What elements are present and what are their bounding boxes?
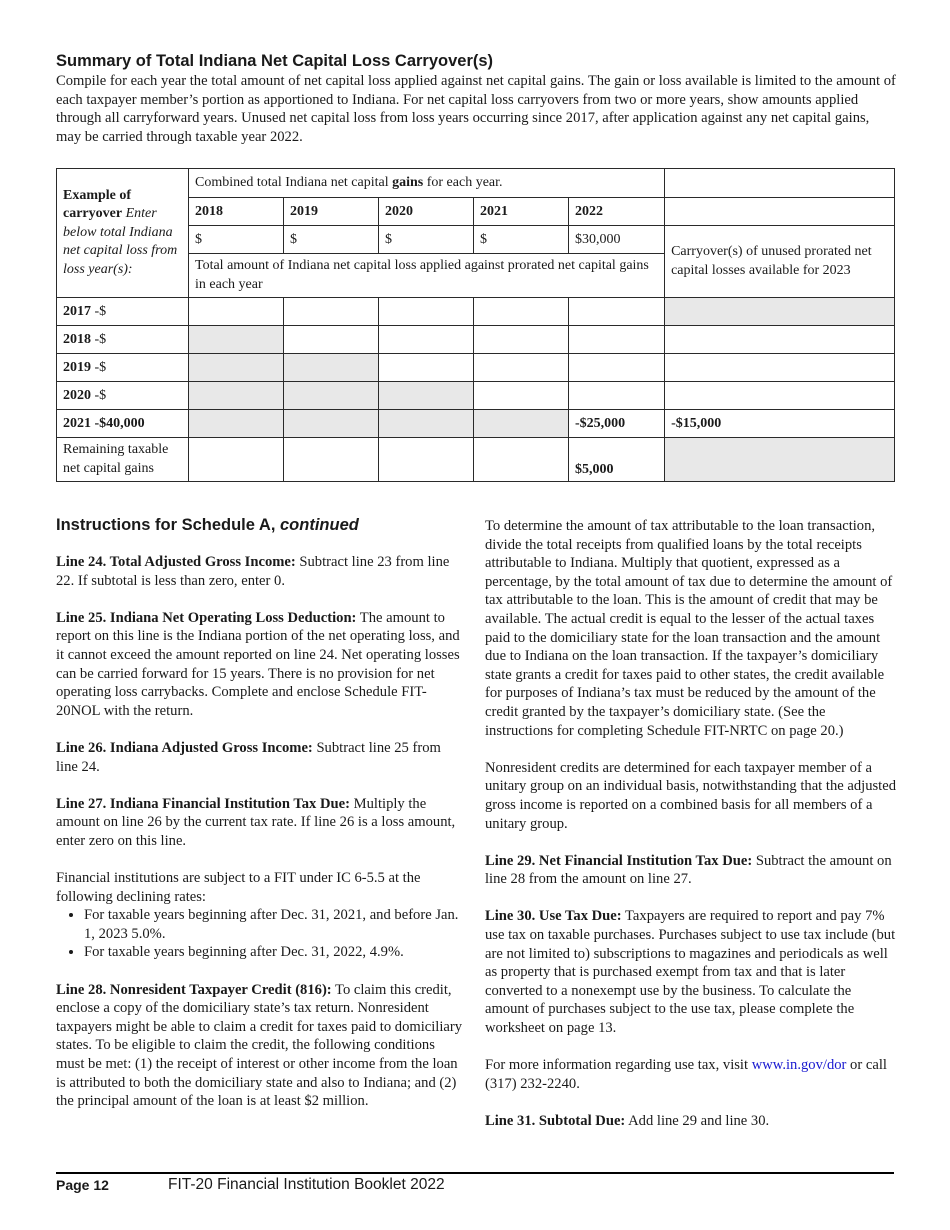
remaining-cell: $5,000 — [569, 438, 665, 482]
applied-cell — [569, 354, 665, 382]
line30-paragraph: Line 30. Use Tax Due: Taxpayers are required to report and pay 7% use tax on taxable purchases. Purchases subject to use tax include (but are not limited to) subscriptions to magazines and periodicals as well as property that is purchased exempt from tax and that is later converted to a nonexempt use by the business. To calculate the amount of purchases subject to the use tax, please complete the worksheet on page 13. — [485, 908, 896, 1037]
applied-cell — [569, 326, 665, 354]
more-info-paragraph: For more information regarding use tax, visit www.in.gov/dor or call (317) 232-2240. — [485, 1057, 887, 1092]
line24-paragraph: Line 24. Total Adjusted Gross Income: Subtract line 23 from line 22. If subtotal is less than zero, enter 0. — [56, 554, 450, 589]
applied-cell — [189, 382, 284, 410]
remaining-label: Remaining taxable net capital gains — [57, 438, 189, 482]
applied-cell — [284, 298, 379, 326]
table-row — [57, 438, 895, 482]
remaining-carryover-cell — [665, 438, 895, 482]
loss-year-cell: 2021 -$40,000 — [57, 410, 189, 438]
applied-cell — [284, 410, 379, 438]
remaining-cell — [189, 438, 284, 482]
instructions-title: Instructions for Schedule A, continued — [56, 516, 359, 534]
year-header: 2021 — [474, 198, 569, 226]
applied-cell — [474, 382, 569, 410]
year-header: 2020 — [379, 198, 474, 226]
dor-website-link[interactable]: www.in.gov/dor — [751, 1057, 847, 1074]
footer-page-number: Page 12 — [56, 1177, 109, 1193]
nonresident-paragraph: Nonresident credits are determined for each taxpayer member of a unitary group on an individual basis, notwithstanding that the adjusted gross income is reported on a combined basis for all members of a unitary group. — [485, 759, 896, 832]
carryover-header: Carryover(s) of unused prorated net capital losses available for 2023 — [665, 226, 895, 298]
year-header: 2019 — [284, 198, 379, 226]
list-item: • For taxable years beginning after Dec. 31, 2022, 4.9%. — [84, 943, 466, 962]
applied-cell — [284, 326, 379, 354]
loss-year-cell: 2017 -$ — [57, 298, 189, 326]
carryover-cell — [665, 326, 895, 354]
applied-cell — [189, 354, 284, 382]
applied-cell — [284, 354, 379, 382]
table-row — [57, 298, 895, 326]
applied-header: Total amount of Indiana net capital loss applied against prorated net capital gains in each year — [189, 254, 665, 298]
line28-paragraph: Line 28. Nonresident Taxpayer Credit (816): To claim this credit, enclose a copy of the domiciliary state’s tax return. Nonresident taxpayers might be able to claim a credit for taxes paid to domiciliary states. To be eligible to claim the credit, the following conditions must be met: (1) the receipt of interest or other income from the loan is attributed to both the domiciliary state and also to Indiana; and (2) the principal amount of the loan is at least $2 million. — [56, 981, 463, 1110]
table-row — [57, 410, 895, 438]
table-row — [57, 382, 895, 410]
example-instruction: Enter below total Indiana net capital loss from loss year(s): — [63, 206, 178, 277]
blank-header-cell — [665, 198, 895, 226]
applied-cell: -$25,000 — [569, 410, 665, 438]
applied-cell — [189, 326, 284, 354]
applied-cell — [379, 382, 474, 410]
rates-intro: Financial institutions are subject to a FIT under IC 6-5.5 at the following declining rates: — [56, 870, 421, 905]
applied-cell — [569, 382, 665, 410]
applied-cell — [474, 298, 569, 326]
gain-cell: $ — [284, 226, 379, 254]
summary-title: Summary of Total Indiana Net Capital Loss Carryover(s) — [56, 52, 494, 70]
line26-paragraph: Line 26. Indiana Adjusted Gross Income: Subtract line 25 from line 24. — [56, 739, 441, 775]
example-label: Example of carryover — [63, 187, 132, 222]
carryover-table — [56, 168, 895, 482]
line25-paragraph: Line 25. Indiana Net Operating Loss Deduction: The amount to report on this line is the Indiana portion of the net operating loss, and it cannot exceed the amount reported on line 24. Net operating losses can be carried forward for 15 years. There is no provision for net operating loss carrybacks. Complete and enclose Schedule FIT-20NOL with the return. — [56, 609, 460, 719]
gain-cell: $ — [189, 226, 284, 254]
applied-cell — [474, 326, 569, 354]
loan-paragraph: To determine the amount of tax attributable to the loan transaction, divide the total receipts from qualified loans by the total receipts attributable to Indiana. Multiply that quotient, expressed as a percentage, by the total amount of tax due to determine the amount of tax attributable to the loan. This is the amount of credit that may be available. The actual credit is equal to the lesser of the actual taxes paid to the domiciliary state for the loan transaction and the amount due to Indiana on the loan transaction. If the taxpayer’s domiciliary state grants a credit for taxes paid to other states, the credit available for purposes of Indiana’s tax must be reduced by the amount of the credit granted by the taxpayer’s domiciliary state. (See the instructions for completing Schedule FIT-NRTC on page 20.) — [485, 518, 893, 739]
year-header: 2022 — [569, 198, 665, 226]
line29-paragraph: Line 29. Net Financial Institution Tax Due: Subtract the amount on line 28 from the amount on line 27. — [485, 852, 892, 888]
year-header: 2018 — [189, 198, 284, 226]
instructions-left-column — [56, 516, 466, 1129]
remaining-cell — [474, 438, 569, 482]
applied-cell — [569, 298, 665, 326]
rates-list — [56, 906, 466, 962]
footer-rule — [56, 1172, 894, 1174]
applied-cell — [379, 354, 474, 382]
line31-paragraph: Line 31. Subtotal Due: Add line 29 and line 30. — [485, 1113, 770, 1129]
footer-booklet-title: FIT-20 Financial Institution Booklet 2022 — [168, 1176, 445, 1193]
remaining-cell — [284, 438, 379, 482]
carryover-cell — [665, 298, 895, 326]
example-cell — [57, 169, 189, 298]
applied-cell — [189, 410, 284, 438]
carryover-cell: -$15,000 — [665, 410, 895, 438]
applied-cell — [379, 298, 474, 326]
applied-cell — [379, 410, 474, 438]
summary-intro: Compile for each year the total amount of net capital loss applied against net capital gains. The gain or loss available is limited to the amount of each taxpayer member’s portion as apportioned to Indiana. For net capital loss carryovers from two or more years, show amounts applied through all carryforward years. Unused net capital loss from loss years occurring since 2017, after application against any net capital gains, may be carried through taxable year 2022. — [56, 73, 896, 145]
blank-header-cell — [665, 169, 895, 198]
gain-cell: $ — [379, 226, 474, 254]
remaining-cell — [379, 438, 474, 482]
loss-year-cell: 2018 -$ — [57, 326, 189, 354]
carryover-cell — [665, 354, 895, 382]
table-row — [57, 326, 895, 354]
gains-header: Combined total Indiana net capital gains for each year. — [189, 169, 665, 198]
gain-cell: $ — [474, 226, 569, 254]
instructions-right-column — [485, 517, 897, 1149]
gain-cell: $30,000 — [569, 226, 665, 254]
applied-cell — [474, 354, 569, 382]
loss-year-cell: 2020 -$ — [57, 382, 189, 410]
applied-cell — [474, 410, 569, 438]
applied-cell — [284, 382, 379, 410]
line27-paragraph: Line 27. Indiana Financial Institution Tax Due: Multiply the amount on line 26 by the current tax rate. If line 26 is a loss amount, enter zero on this line. — [56, 795, 456, 849]
loss-year-cell: 2019 -$ — [57, 354, 189, 382]
list-item: • For taxable years beginning after Dec. 31, 2021, and before Jan. 1, 2023 5.0%. — [84, 906, 466, 943]
carryover-cell — [665, 382, 895, 410]
applied-cell — [379, 326, 474, 354]
applied-cell — [189, 298, 284, 326]
table-row — [57, 354, 895, 382]
